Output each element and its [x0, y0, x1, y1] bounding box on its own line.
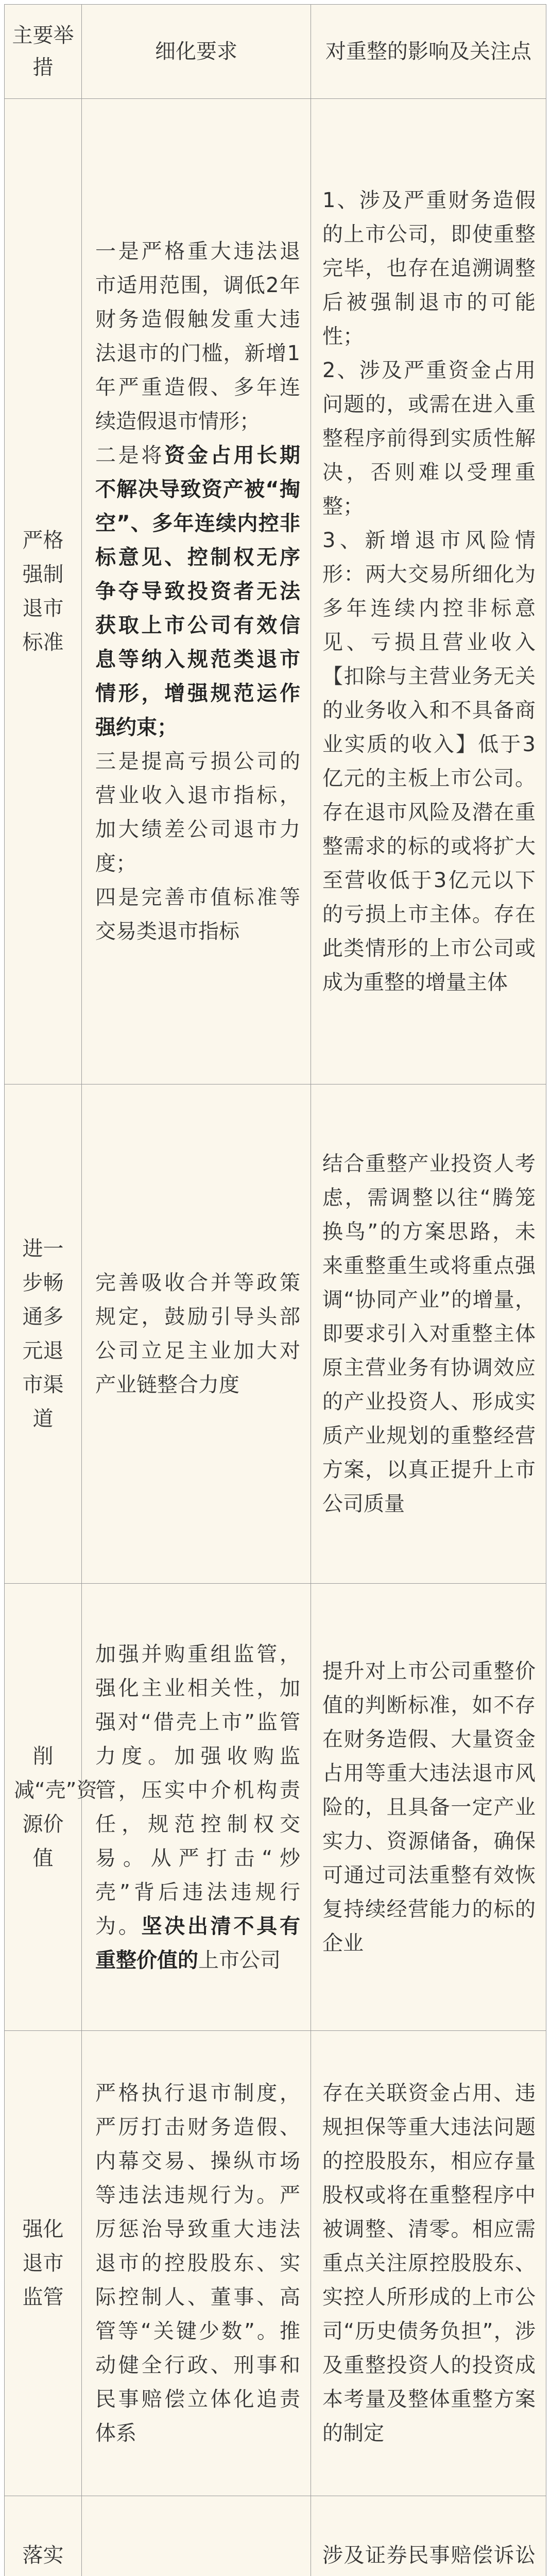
impact-cell: 涉及证券民事赔偿诉讼	[311, 2496, 546, 2576]
detail-cell	[82, 99, 311, 1084]
detail-paragraph: 三是提高亏损公司的营业收入退市指标，加大绩差公司退市力度；	[95, 750, 300, 875]
detail-text: 加强并购重组监管，强化主业相关性，加强对“借壳上市”监管力度。加强收购监管，压实中介机构责任，规范控制权交易。从严打击“炒壳”背后违法违规行为。	[95, 1642, 300, 1938]
measure-cell: 严格强制退市标准	[5, 99, 82, 1084]
detail-cell: 完善吸收合并等政策规定，鼓励引导头部公司立足主业加大对产业链整合力度	[82, 1084, 311, 1584]
impact-cell	[311, 99, 546, 1084]
table-row	[5, 1084, 546, 1584]
detail-cell: 严格执行退市制度，严厉打击财务造假、内幕交易、操纵市场等违法违规行为。严厉惩治导致重大违法退市的控股股东、实际控制人、董事、高管等“关键少数”。推动健全行政、刑事和民事赔偿立体化追责体系	[82, 2031, 311, 2496]
table-header-row	[5, 5, 546, 99]
table-row	[5, 2496, 546, 2576]
impact-paragraph: 1、涉及严重财务造假的上市公司，即使重整完毕，也存在追溯调整后被强制退市的可能性；	[322, 189, 536, 348]
header-impact-on-restructuring: 对重整的影响及关注点	[311, 5, 546, 99]
table-row	[5, 1584, 546, 2031]
detail-emphasis-text: 资金占用长期不解决导致资产被“掏空”、多年连续内控非标意见、控制权无序争夺导致投资者无法获取上市公司有效信息等纳入规范类退市情形，增强规范运作强约束；	[95, 444, 300, 739]
impact-paragraph: 3、新增退市风险情形：两大交易所细化为多年连续内控非标意见、亏损且营业收入【扣除与主营业务无关的业务收入和不具备商业实质的收入】低于3亿元的主板上市公司。存在退市风险及潜在重整需求的标的或将扩大至营收低于3亿元以下的亏损上市主体。存在此类情形的上市公司或成为重整的增量主体	[322, 529, 536, 994]
measure-cell: 落实	[5, 2496, 82, 2576]
impact-cell: 提升对上市公司重整价值的判断标准，如不存在财务造假、大量资金占用等重大违法退市风险的，且具备一定产业实力、资源储备，确保可通过司法重整有效恢复持续经营能力的标的企业	[311, 1584, 546, 2031]
reform-measures-table	[4, 4, 546, 2576]
impact-cell: 存在关联资金占用、违规担保等重大违法问题的控股股东，相应存量股权或将在重整程序中被调整、清零。相应需重点关注原控股股东、实控人所形成的上市公司“历史债务负担”，涉及重整投资人的投资成本考量及整体重整方案的制定	[311, 2031, 546, 2496]
impact-paragraph: 2、涉及严重资金占用问题的，或需在进入重整程序前得到实质性解决，否则难以受理重整；	[322, 359, 536, 518]
detail-emphasis-text: 坚决出清不具有重整价值的	[95, 1914, 300, 1972]
measure-cell: 强化退市监管	[5, 2031, 82, 2496]
detail-paragraph	[95, 438, 300, 744]
detail-text: 二是将	[95, 444, 165, 467]
table-row	[5, 2031, 546, 2496]
impact-cell: 结合重整产业投资人考虑，需调整以往“腾笼换鸟”的方案思路，未来重整重生或将重点强调“协同产业”的增量，即要求引入对重整主体原主营业务有协调效应的产业投资人、形成实质产业规划的重整经营方案，以真正提升上市公司质量	[311, 1084, 546, 1584]
detail-text: 上市公司	[198, 1948, 281, 1972]
header-detailed-requirements: 细化要求	[82, 5, 311, 99]
header-main-measures: 主要举措	[5, 5, 82, 99]
detail-paragraph: 一是严格重大违法退市适用范围，调低2年财务造假触发重大违法退市的门槛，新增1年严重造假、多年连续造假退市情形；	[95, 240, 300, 433]
detail-paragraph: 四是完善市值标准等交易类退市指标	[95, 886, 300, 943]
detail-cell	[82, 2496, 311, 2576]
measure-cell: 削减“壳”资源价值	[5, 1584, 82, 2031]
table-row	[5, 99, 546, 1084]
measure-cell: 进一步畅通多元退市渠道	[5, 1084, 82, 1584]
detail-cell	[82, 1584, 311, 2031]
